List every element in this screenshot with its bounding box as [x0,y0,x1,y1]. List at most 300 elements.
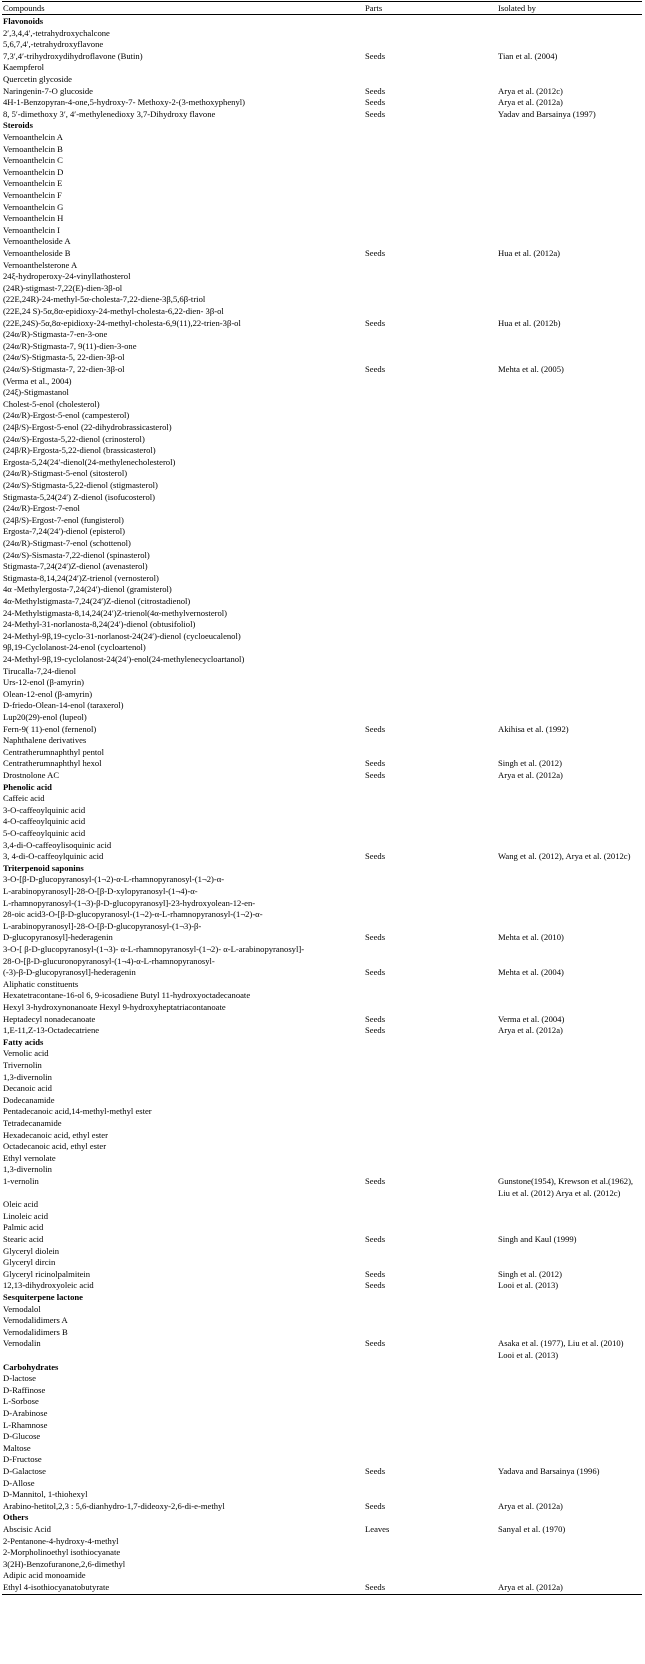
reference: Arya et al. (2012a) [498,770,563,780]
compound-name: Vernoanthelcin E [3,178,63,189]
compound-name: (24β/S)-Ergost-7-enol (fungisterol) [3,514,124,525]
header-isolated-by: Isolated by [498,3,536,13]
table-row [0,143,645,155]
table-row [0,1569,645,1581]
compound-name: Glyceryl dircin [3,1257,56,1268]
table-row [0,27,645,39]
reference: Arya et al. (2012c) [498,85,563,96]
plant-part: Seeds [365,1338,386,1349]
table-row [0,270,645,282]
table-row [0,1337,645,1349]
compound-name: D-Arabinose [3,1408,48,1418]
table-row [0,317,645,329]
compound-name: Vernoanthelcin B [3,143,63,154]
plant-part: Seeds [365,1466,386,1476]
reference: Yadav and Barsainya (1997) [498,108,596,119]
reference-continuation-row [0,1349,645,1361]
reference: Mehta et al. (2005) [498,364,564,374]
reference: Wang et al. (2012), Arya et al. (2012c) [498,851,631,862]
reference-continuation-row [0,1187,645,1199]
compound-name: Vernoanthelcin F [3,190,62,200]
table-row [0,1152,645,1164]
compound-name: Arabino-hetitol,2,3 : 5,6-dianhydro-1,7-dideoxy-2,6-di-e-methyl [3,1500,225,1511]
compound-name: 3(2H)-Benzofuranone,2,6-dimethyl [3,1558,126,1569]
compound-name: Hexatetracontane-16-ol 6, 9-icosadiene Butyl 11-hydroxyoctadecanoate [3,990,251,1001]
table-row [0,131,645,143]
section-heading: Phenolic acid [3,781,52,792]
compound-name: D-lactose [3,1373,36,1384]
plant-part: Seeds [365,1176,386,1186]
compound-name: 1-vernolin [3,1176,39,1186]
table-row [0,375,645,387]
compound-name: 1,3-divernolin [3,1071,52,1082]
table-row [0,479,645,491]
table-row [0,166,645,178]
compound-name: Vernodalidimers A [3,1315,68,1326]
section-heading-row [0,1291,645,1303]
compound-name: (24β/R)-Ergosta-5,22-dienol (brassicasterol) [3,445,156,456]
reference: Mehta et al. (2010) [498,932,564,943]
table-row [0,85,645,97]
compound-name: Heptadecyl nonadecanoate [3,1013,96,1024]
compound-name: Stigmasta-8,14,24(24′)Z-trienol (vernosterol) [3,572,159,583]
compound-name: Cholest-5-enol (cholesterol) [3,398,100,409]
compound-name: Octadecanoic acid, ethyl ester [3,1141,107,1152]
compound-name: Oleic acid [3,1199,39,1210]
compound-name: D-glucopyranosyl]-hederagenin [3,932,113,943]
table-row [0,560,645,572]
compound-name: 4α-Methylstigmasta-7,24(24′)Z-dienol (citrostadienol) [3,596,191,606]
compound-name: Stigmasta-5,24(24′) Z-dienol (isofucosterol) [3,491,155,502]
compound-name: Vernoanthelcin C [3,155,63,166]
plant-part: Seeds [365,108,386,119]
compound-name: L-rhamnopyranosyl-(1¬3)-β-D-glucopyranosyl]-23-hydroxyolean-12-en- [3,897,256,908]
section-heading: Sesquiterpene lactone [3,1292,83,1302]
table-row [0,827,645,839]
plant-part: Seeds [365,723,386,734]
table-row [0,177,645,189]
plant-part: Seeds [365,1234,386,1244]
table-row [0,467,645,479]
compound-name: Centratherumnaphthyl hexol [3,758,102,769]
compound-name: (24α/S)-Sismasta-7,22-dienol (spinasterol) [3,549,150,560]
table-row [0,1221,645,1233]
bottom-rule [2,1594,642,1595]
reference: Looi et al. (2013) [498,1280,559,1291]
compound-name: Glyceryl ricinolpalmitein [3,1268,91,1279]
table-row [0,1546,645,1558]
compound-name: Dodecanamide [3,1094,55,1105]
table-row [0,1129,645,1141]
compound-name: Vernoanthelsterone A [3,259,78,270]
plant-part: Seeds [365,1268,386,1279]
compound-name: Pentadecanoic acid,14-methyl-methyl ester [3,1106,152,1117]
table-row [0,61,645,73]
compound-name: 2-Morpholinoethyl isothiocyanate [3,1547,121,1558]
compound-name: 24-Methyl-9β,19-cyclo-31-norlanost-24(24′)-dienol (cycloeucalenol) [3,630,241,641]
section-heading-row [0,119,645,131]
compound-name: 1,E-11,Z-13-Octadecatriene [3,1025,100,1036]
compound-name: (Verma et al., 2004) [3,375,72,386]
plant-part: Seeds [365,317,386,328]
compound-name: (24α/R)-Ergost-5-enol (campesterol) [3,410,130,421]
table-row [0,1465,645,1477]
compound-name: Maltose [3,1442,31,1453]
compound-name: Vernoanthelcin I [3,224,61,235]
table-row [0,96,645,108]
compound-name: 4H-1-Benzopyran-4-one,5-hydroxy-7- Methoxy-2-(3-methoxyphenyl) [3,97,245,108]
table-row [0,212,645,224]
section-heading-row [0,1511,645,1523]
compound-name: 3-O-caffeoylquinic acid [3,804,86,815]
table-header [0,2,645,14]
section-heading: Carbohydrates [3,1361,59,1372]
table-row [0,154,645,166]
compound-name: Quercetin glycoside [3,74,72,84]
table-row [0,1117,645,1129]
header-parts: Parts [365,3,383,13]
table-row [0,1268,645,1280]
section-heading-row [0,1361,645,1373]
table-row [0,340,645,352]
section-heading: Steroids [3,120,33,131]
plant-part: Seeds [365,1013,386,1024]
compound-name: D-Galactose [3,1466,46,1476]
table-row [0,1523,645,1535]
plant-part: Seeds [365,758,386,769]
table-row [0,1314,645,1326]
compound-name: Vernoanthelcin A [3,132,63,142]
reference: Mehta et al. (2004) [498,967,564,978]
section-heading: Triterpenoid saponins [3,862,84,873]
table-row [0,850,645,862]
table-row [0,1477,645,1489]
section-heading-row [0,862,645,874]
table-row [0,444,645,456]
compound-name: D-Fructose [3,1454,42,1465]
section-heading-row [0,781,645,793]
table-row [0,630,645,642]
table-row [0,456,645,468]
table-row [0,839,645,851]
table-row [0,514,645,526]
compound-name: Vernolic acid [3,1048,49,1059]
table-row [0,885,645,897]
compound-name: D-Mannitol, 1-thiohexyl [3,1489,88,1500]
table-row [0,1303,645,1315]
table-row [0,792,645,804]
table-row [0,421,645,433]
table-row [0,1163,645,1175]
table-row [0,734,645,746]
reference: Asaka et al. (1977), Liu et al. (2010) [498,1338,624,1349]
table-row [0,1395,645,1407]
table-row [0,363,645,375]
compound-name: Olean-12-enol (β-amyrin) [3,688,93,699]
table-row [0,328,645,340]
table-row [0,699,645,711]
reference: Akihisa et al. (1992) [498,723,569,734]
section-heading-row [0,15,645,27]
table-row [0,1442,645,1454]
table-row [0,73,645,85]
table-row [0,1245,645,1257]
compound-name: L-arabinopyranosyl]-28-O-[β-D-glucopyranosyl-(1¬3)-β- [3,920,202,931]
compound-name: (24α/S)-Stigmasta-7, 22-dien-3β-ol [3,364,125,374]
table-row [0,920,645,932]
table-row [0,282,645,294]
plant-part: Seeds [365,364,386,374]
table-row [0,491,645,503]
compound-name: D-Raffinose [3,1384,46,1395]
compound-name: Glyceryl diolein [3,1245,60,1256]
table-row [0,235,645,247]
compound-name: Kaempferol [3,62,45,73]
compound-name: (24α/R)-Ergost-7-enol [3,503,80,514]
table-row [0,955,645,967]
compound-name: 28-oic acid3-O-[β-D-glucopyranosyl-(1¬2)-α-L-rhamnopyranosyl-(1¬2)-α- [3,909,263,920]
table-row [0,1407,645,1419]
compound-name: 12,13-dihydroxyoleic acid [3,1280,94,1291]
compound-name: 5-O-caffeoylquinic acid [3,828,86,838]
table-row [0,305,645,317]
table-row [0,873,645,885]
table-row [0,549,645,561]
table-row [0,247,645,259]
plant-part: Seeds [365,851,386,862]
table-row [0,931,645,943]
compound-name: Trivernolin [3,1060,42,1070]
table-row [0,746,645,758]
table-row [0,769,645,781]
reference: Arya et al. (2012a) [498,1025,563,1036]
reference: Hua et al. (2012a) [498,248,561,258]
compound-name: (22E,24S)-5α,8α-epidioxy-24-methyl-cholesta-6,9(11),22-trien-3β-ol [3,317,241,328]
plant-part: Seeds [365,85,386,96]
compound-name: Naringenin-7-O glucoside [3,85,93,96]
reference: Liu et al. (2012) Arya et al. (2012c) [498,1187,621,1198]
table-row [0,1047,645,1059]
compound-name: 3,4-di-O-caffeoylisoquinic acid [3,839,112,850]
table-row [0,757,645,769]
table-row [0,595,645,607]
table-row [0,1453,645,1465]
reference: Singh and Kaul (1999) [498,1234,577,1244]
compound-name: Vernoantheloside B [3,248,71,258]
table-row [0,641,645,653]
plant-part: Seeds [365,1280,386,1291]
compound-name: 24ξ-hydroperoxy-24-vinyllathosterol [3,271,131,282]
table-row [0,433,645,445]
table-row [0,398,645,410]
compound-name: 5,6,7,4′,-tetrahydroxyflavone [3,39,104,50]
plant-part: Seeds [365,770,386,780]
compound-name: (24α/S)-Stigmasta-5,22-dienol (stigmasterol) [3,480,158,490]
plant-part: Seeds [365,1500,386,1511]
table-row [0,1326,645,1338]
table-row [0,1198,645,1210]
plant-part: Leaves [365,1524,390,1534]
table-row [0,1372,645,1384]
compound-name: D-friedo-Olean-14-enol (taraxerol) [3,700,124,711]
compound-name: (24α/R)-Stigmast-7-enol (schottenol) [3,538,131,548]
compound-name: Palmic acid [3,1222,44,1233]
table-row [0,201,645,213]
compound-name: Vernoanthelcin H [3,213,64,224]
table-row [0,665,645,677]
compound-name: Tetradecanamide [3,1118,62,1128]
plant-part: Seeds [365,1025,386,1036]
compound-name: 3, 4-di-O-caffeoylquinic acid [3,851,104,862]
section-heading: Flavonoids [3,16,44,26]
compound-name: Caffeic acid [3,793,45,804]
compound-name: Vernodalol [3,1303,41,1314]
compound-name: Tirucalla-7,24-dienol [3,665,76,676]
reference: Gunstone(1954), Krewson et al.(1962), [498,1176,634,1186]
compound-name: Urs-12-enol (β-amyrin) [3,677,84,688]
compound-name: (24α/R)-Stigmast-5-enol (sitosterol) [3,468,128,479]
table-row [0,989,645,1001]
compound-name: (-3)-β-D-glucopyranosyl]-hederagenin [3,967,136,978]
table-row [0,1558,645,1570]
compound-name: Ethyl 4-isothiocyanatobutyrate [3,1582,110,1592]
compound-name: Ethyl vernolate [3,1152,56,1163]
table-row [0,966,645,978]
compound-name: Vernoanthelcin G [3,201,64,212]
compound-name: Vernoantheloside A [3,236,71,247]
table-row [0,723,645,735]
table-row [0,583,645,595]
compound-name: 9β,19-Cyclolanost-24-enol (cycloartenol) [3,642,146,653]
plant-part: Seeds [365,967,386,978]
compound-name: 4-O-caffeoylquinic acid [3,816,86,827]
reference: Looi et al. (2013) [498,1350,559,1360]
reference: Arya et al. (2012a) [498,1582,563,1592]
table-row [0,1233,645,1245]
table-row [0,1175,645,1187]
compound-name: 3-O-[ β-D-glucopyranosyl-(1¬3)- α-L-rhamnopyranosyl-(1¬2)- α-L-arabinopyranosyl]- [3,944,305,954]
table-row [0,1384,645,1396]
table-row [0,1581,645,1593]
compound-name: Vernodalidimers B [3,1326,68,1337]
table-row [0,224,645,236]
table-row [0,1001,645,1013]
compound-name: Linoleic acid [3,1210,49,1221]
compound-name: Decanoic acid [3,1083,52,1094]
compound-name: Vernodalin [3,1338,41,1349]
header-compounds: Compounds [3,3,45,13]
compound-name: Stearic acid [3,1234,44,1244]
compound-name: (24β/S)-Ergost-5-enol (22-dihydrobrassicasterol) [3,422,172,432]
table-row [0,1430,645,1442]
compound-name: 24-Methyl-31-norlanosta-8,24(24′)-dienol (obtusifoliol) [3,619,196,630]
table-row [0,607,645,619]
compound-name: Ergosta-7,24(24′)-dienol (episterol) [3,526,125,537]
compound-name: D-Glucose [3,1431,41,1442]
table-row [0,525,645,537]
table-row [0,1140,645,1152]
plant-part: Seeds [365,50,386,61]
plant-part: Seeds [365,248,386,258]
compound-name: 8, 5′-dimethoxy 3′, 4′-methylenedioxy 3,7-Dihydroxy flavone [3,108,216,119]
reference: Yadava and Barsainya (1996) [498,1466,600,1476]
compound-name: Drostnolone AC [3,770,60,780]
section-heading: Fatty acids [3,1036,44,1047]
table-row [0,1059,645,1071]
compound-name: Fern-9( 11)-enol (fernenol) [3,723,97,734]
table-row [0,572,645,584]
compound-name: D-Allose [3,1477,35,1488]
compound-name: 28-O-[β-D-glucuronopyranosyl-(1¬4)-α-L-rhamnopyranosyl- [3,955,215,966]
compound-name: (24α/R)-Stigmasta-7-en-3-one [3,329,108,340]
table-row [0,189,645,201]
table-row [0,908,645,920]
plant-part: Seeds [365,97,386,108]
table-row [0,897,645,909]
compound-name: 24-Methylstigmasta-8,14,24(24′)Z-trienol(4α-methylvernosterol) [3,607,228,618]
compound-name: 2-Pentanone-4-hydroxy-4-methyl [3,1535,119,1546]
compound-name: (24α/R)-Stigmasta-7, 9(11)-dien-3-one [3,340,137,351]
compound-name: Vernoanthelcin D [3,166,64,177]
compound-name: 24-Methyl-9β,19-cyclolanost-24(24′)-enol(24-methylenecycloartanol) [3,654,245,664]
table-row [0,1256,645,1268]
table-row [0,711,645,723]
table-row [0,1024,645,1036]
table-row [0,1419,645,1431]
reference: Verma et al. (2004) [498,1013,565,1024]
table-row [0,815,645,827]
compound-name: Lup20(29)-enol (lupeol) [3,712,87,722]
compound-name: Adipic acid monoamide [3,1570,86,1581]
compound-name: Centratherumnaphthyl pentol [3,746,104,757]
table-row [0,50,645,62]
table-row [0,1013,645,1025]
table-row [0,688,645,700]
section-heading: Others [3,1512,29,1523]
reference: Sanyal et al. (1970) [498,1524,566,1534]
table-row [0,293,645,305]
section-heading-row [0,1036,645,1048]
table-row [0,1535,645,1547]
table-row [0,804,645,816]
compound-name: (22E,24 S)-5α,8α-epidioxy-24-methyl-cholesta-6,22-dien- 3β-ol [3,306,224,316]
compound-name: Naphthalene derivatives [3,735,87,746]
compound-name: 2′,3,4,4′,-tetrahydroxychalcone [3,27,110,38]
reference: Tian et al. (2004) [498,50,558,61]
table-row [0,943,645,955]
compound-name: 3-O-[β-D-glucopyranosyl-(1¬2)-α-L-rhamnopyranosyl-(1¬2)-α- [3,874,225,885]
reference: Arya et al. (2012a) [498,97,563,108]
table-row [0,108,645,120]
compound-name: Stigmasta-7,24(24′)Z-dienol (avenasterol) [3,561,148,572]
compound-name: (24α/S)-Ergosta-5,22-dienol (crinosterol) [3,433,145,444]
compound-name: 7,3′,4′-trihydroxydihydroflavone (Butin) [3,50,143,61]
compound-name: 4α -Methylergosta-7,24(24′)-dienol (gramisterol) [3,584,172,595]
table-row [0,1094,645,1106]
table-row [0,1105,645,1117]
table-row [0,1071,645,1083]
compound-name: (22E,24R)-24-methyl-5α-cholesta-7,22-diene-3β,5,6β-triol [3,294,206,305]
table-row [0,1210,645,1222]
reference: Arya et al. (2012a) [498,1500,563,1511]
reference: Singh et al. (2012) [498,1268,562,1279]
table-row [0,386,645,398]
compound-name: Abscisic Acid [3,1524,51,1534]
table-row [0,653,645,665]
compound-name: (24R)-stigmast-7,22(E)-dien-3β-ol [3,282,123,293]
table-row [0,978,645,990]
compound-name: Hexadecanoic acid, ethyl ester [3,1129,108,1140]
